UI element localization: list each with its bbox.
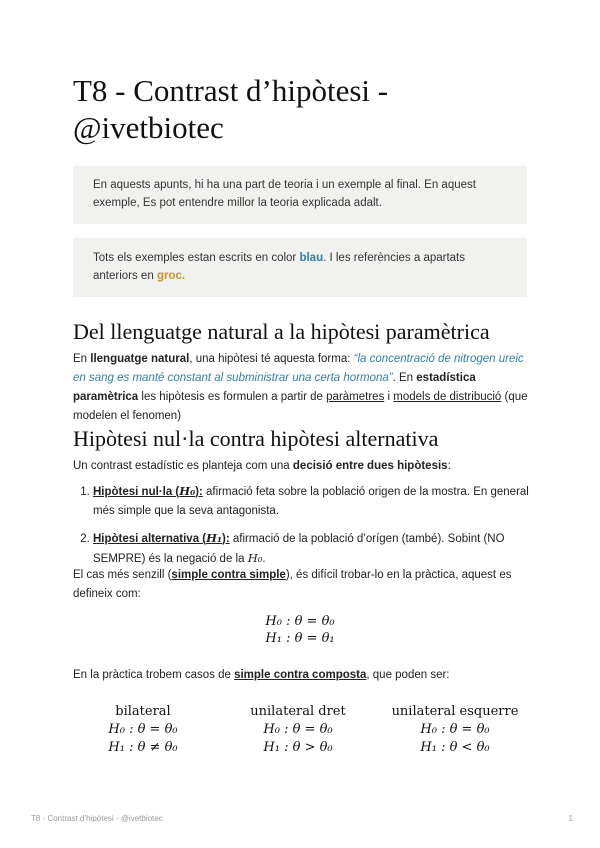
item-label: [93, 486, 203, 498]
item-label-text: Hipòtesi alternativa (: [93, 533, 207, 545]
page-number: 1: [568, 814, 573, 823]
simple-text: ), és difícil trobar-lo en la pràctica, aquest es defineix com:: [73, 569, 512, 600]
page-footer: [31, 814, 573, 823]
yellow-word: groc: [156, 270, 182, 282]
s1-text: , una hipòtesi té aquesta forma:: [189, 353, 354, 365]
s1-text: En: [73, 353, 91, 365]
case-h1: H₁ : θ ≠ θ₀: [108, 740, 178, 755]
item-label-end: ):: [195, 486, 203, 498]
case-unilateral-right: [223, 703, 373, 757]
s1-underline-params: paràmetres: [326, 391, 385, 403]
callout-colors-pre: Tots els exemples estan escrits en color: [93, 252, 300, 264]
case-label: bilateral: [115, 704, 171, 719]
s1-bold-natural: llenguatge natural: [90, 353, 190, 365]
s1-text: les hipòtesis es formulen a partir de: [138, 391, 327, 403]
s2-bold: decisió entre dues hipòtesis: [292, 460, 448, 472]
case-h0: H₀ : θ = θ₀: [108, 722, 178, 737]
item-symbol: H₀: [179, 484, 196, 498]
s1-bold-parametric: estadística paramètrica: [73, 372, 476, 403]
case-h1: H₁ : θ < θ₀: [420, 740, 490, 755]
s1-text: i: [384, 391, 394, 403]
item-label: [93, 533, 230, 545]
case-h0: H₀ : θ = θ₀: [263, 722, 333, 737]
item-text: afirmació de la població d’orígen (també). Sobint (NO SEMPRE) és la negació de la: [93, 533, 505, 565]
section2-intro: [73, 457, 533, 476]
section1-heading: Del llenguatge natural a la hipòtesi paramètrica: [73, 319, 490, 344]
comp-text: En la pràctica trobem casos de: [73, 669, 235, 681]
s1-underline-models: models de distribució: [393, 391, 502, 403]
blue-word: blau: [299, 252, 324, 264]
footer-title: T8 - Contrast d’hipòtesi - @ivetbiotec: [31, 814, 163, 823]
simple-equations: [230, 613, 370, 647]
item-label-text: Hipòtesi nul·la (: [93, 486, 180, 498]
simple-text: El cas més senzill (: [73, 569, 172, 581]
callout-colors-post: .: [181, 270, 186, 282]
s1-quote: “la concentració de nitrogen ureic en sang es manté constant al subministrar una certa hormona”: [73, 353, 524, 384]
callout-intro: [73, 166, 527, 224]
case-bilateral: [68, 703, 218, 757]
item-text: afirmació feta sobre la població origen de la mostra. En general més simple que la seva antagonista.: [93, 486, 529, 517]
item-tail-end: .: [262, 553, 266, 565]
s1-text: (que modelen el fenomen): [73, 391, 528, 422]
composite-paragraph: [73, 666, 533, 685]
s2-text: Un contrast estadístic es planteja com una: [73, 460, 293, 472]
section1-paragraph: [73, 350, 533, 426]
page-title: T8 - Contrast d’hipòtesi - @ivetbiotec: [73, 73, 389, 145]
simple-bold: simple contra simple: [171, 569, 286, 581]
callout-colors: [73, 238, 527, 297]
item-label-end: ):: [222, 533, 230, 545]
callout-colors-mid: . I les referències a apartats anteriors en: [93, 252, 465, 282]
callout-intro-text: En aquests apunts, hi ha una part de teoria i un exemple al final. En aquest exemple, Es pot entendre millor la teoria explicada adalt.: [93, 179, 476, 209]
case-h0: H₀ : θ = θ₀: [420, 722, 490, 737]
case-unilateral-left: [380, 703, 530, 757]
hypothesis-list: [73, 482, 548, 577]
equation-h1: H₁ : θ = θ₁: [265, 631, 335, 646]
list-item: [93, 529, 548, 569]
equation-h0: H₀ : θ = θ₀: [265, 614, 335, 629]
item-tail-symbol: H₀: [247, 551, 263, 565]
s1-text: . En: [392, 372, 417, 384]
case-label: unilateral esquerre: [391, 704, 519, 719]
simple-paragraph: [73, 566, 533, 604]
section2-heading: Hipòtesi nul·la contra hipòtesi alternativa: [73, 426, 439, 451]
item-symbol: H₁: [206, 531, 223, 545]
s2-text: :: [447, 460, 451, 472]
comp-text: , que poden ser:: [366, 669, 450, 681]
case-h1: H₁ : θ > θ₀: [263, 740, 333, 755]
case-label: unilateral dret: [250, 704, 346, 719]
list-item: [93, 482, 548, 521]
comp-bold: simple contra composta: [234, 669, 367, 681]
